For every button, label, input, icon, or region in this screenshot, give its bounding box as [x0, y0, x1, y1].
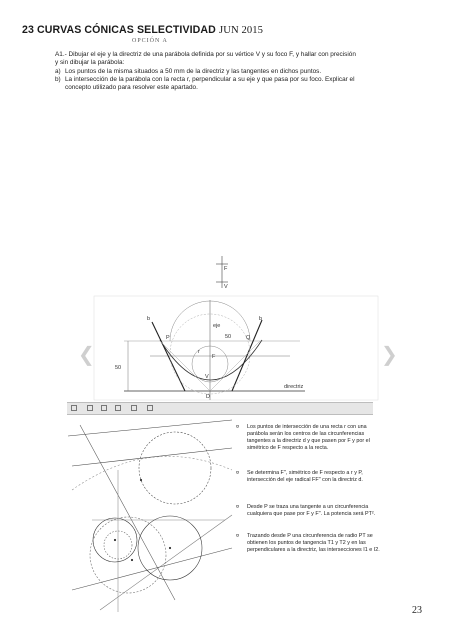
- statement-item-a-text: Los puntos de la misma situados a 50 mm de la directriz y las tangentes en dichos puntos.: [65, 68, 322, 75]
- label-eje: eje: [213, 323, 221, 329]
- statement-item-b-label: b): [55, 76, 61, 83]
- statement-line-1: A1.- Dibujar el eje y la directriz de una parábola definida por su vértice V y su foco F, y hallar con precisión: [55, 51, 356, 58]
- construction-figure: [68, 420, 232, 612]
- explanation-item-2: [236, 470, 387, 484]
- cons-circle-dashed-1: [139, 432, 211, 504]
- construction-line-1: [160, 341, 210, 391]
- explanation-text-4: Trazando desde P una circunferencia de radio PT se obtienen los puntos de tangencia T1 y T2 y en las perpendiculares a la directriz, las intersecciones I1 e I2.: [247, 533, 380, 553]
- cons-line-2: [72, 448, 232, 466]
- explanation-item-3: [236, 504, 387, 518]
- cons-point-1: [140, 479, 142, 481]
- label-Q: Q: [246, 335, 251, 341]
- statement-item-b-text-2: concepto utilizado para resolver este apartado.: [65, 84, 198, 91]
- data-F-label: F: [224, 266, 228, 272]
- explanation-text-2: Se determina F'', simétrico de F respecto a r y P, intersección del eje radical FF'' con la directriz d.: [247, 470, 363, 483]
- label-50-top: 50: [225, 334, 232, 340]
- statement-line-2: y sin dibujar la parábola:: [55, 59, 125, 66]
- label-P: P: [166, 335, 170, 341]
- bullet-marker-icon: ¤: [236, 424, 240, 430]
- label-b-right: b: [259, 316, 263, 322]
- chevron-right-icon[interactable]: ❯: [381, 342, 398, 366]
- label-directriz: directriz: [284, 384, 304, 390]
- bullet-marker-icon: ¤: [236, 470, 240, 476]
- cons-line-3: [80, 425, 175, 600]
- toolbar-text-icon[interactable]: [131, 405, 137, 411]
- solution-figure: [94, 296, 378, 400]
- toolbar-zoom-icon[interactable]: [101, 405, 107, 411]
- label-b-left: b: [147, 316, 151, 322]
- data-V-label: V: [224, 284, 228, 290]
- cons-line-4: [72, 548, 232, 590]
- toolbar-grid-icon[interactable]: [87, 405, 93, 411]
- toolbar-menu-icon[interactable]: [71, 405, 77, 411]
- explanation-item-1: [236, 424, 387, 452]
- bullet-marker-icon: ¤: [236, 504, 240, 510]
- cons-dotted-arc: [72, 456, 232, 490]
- label-D: D: [206, 394, 210, 400]
- page-title-bold: 23 CURVAS CÓNICAS SELECTIVIDAD: [22, 24, 216, 36]
- statement-item-a-label: a): [55, 68, 61, 75]
- cons-line-5: [100, 515, 232, 610]
- cons-circle-dashed-2: [90, 517, 166, 593]
- label-V: V: [205, 374, 209, 380]
- cons-point-3: [114, 539, 116, 541]
- explanation-text-1: Los puntos de intersección de una recta r con una parábola serán los centros de las circunferencias tangentes a la directriz d y que pasen por F y por el simétrico de F respecto a la recta.: [247, 424, 370, 451]
- explanation-text-3: Desde P se traza una tangente a un circunferencia cualquiera que pase por F y F''. La potencia será PT².: [247, 504, 376, 517]
- viewer-frame: [94, 296, 378, 400]
- label-r: r: [198, 349, 200, 355]
- bullet-marker-icon: ¤: [236, 533, 240, 539]
- page-title-date: JUN 2015: [218, 25, 264, 36]
- statement-item-b-text-1: La intersección de la parábola con la recta r, perpendicular a su eje y que pasa por su foco. Explicar el: [65, 76, 355, 83]
- label-50-left: 50: [115, 365, 122, 371]
- toolbar-pen-icon[interactable]: [115, 405, 121, 411]
- toolbar-share-icon[interactable]: [147, 405, 153, 411]
- cons-point-4: [131, 559, 133, 561]
- ghost-heading: OPCIÓN A: [132, 38, 168, 44]
- chevron-left-icon[interactable]: ❮: [78, 342, 95, 366]
- label-F: F: [212, 354, 216, 360]
- explanation-item-4: [236, 533, 387, 554]
- viewer-toolbar: [67, 402, 373, 415]
- cons-point-2: [169, 547, 171, 549]
- cons-line-1: [68, 420, 232, 436]
- page-number: 23: [412, 605, 422, 616]
- tangent-right: [232, 320, 262, 391]
